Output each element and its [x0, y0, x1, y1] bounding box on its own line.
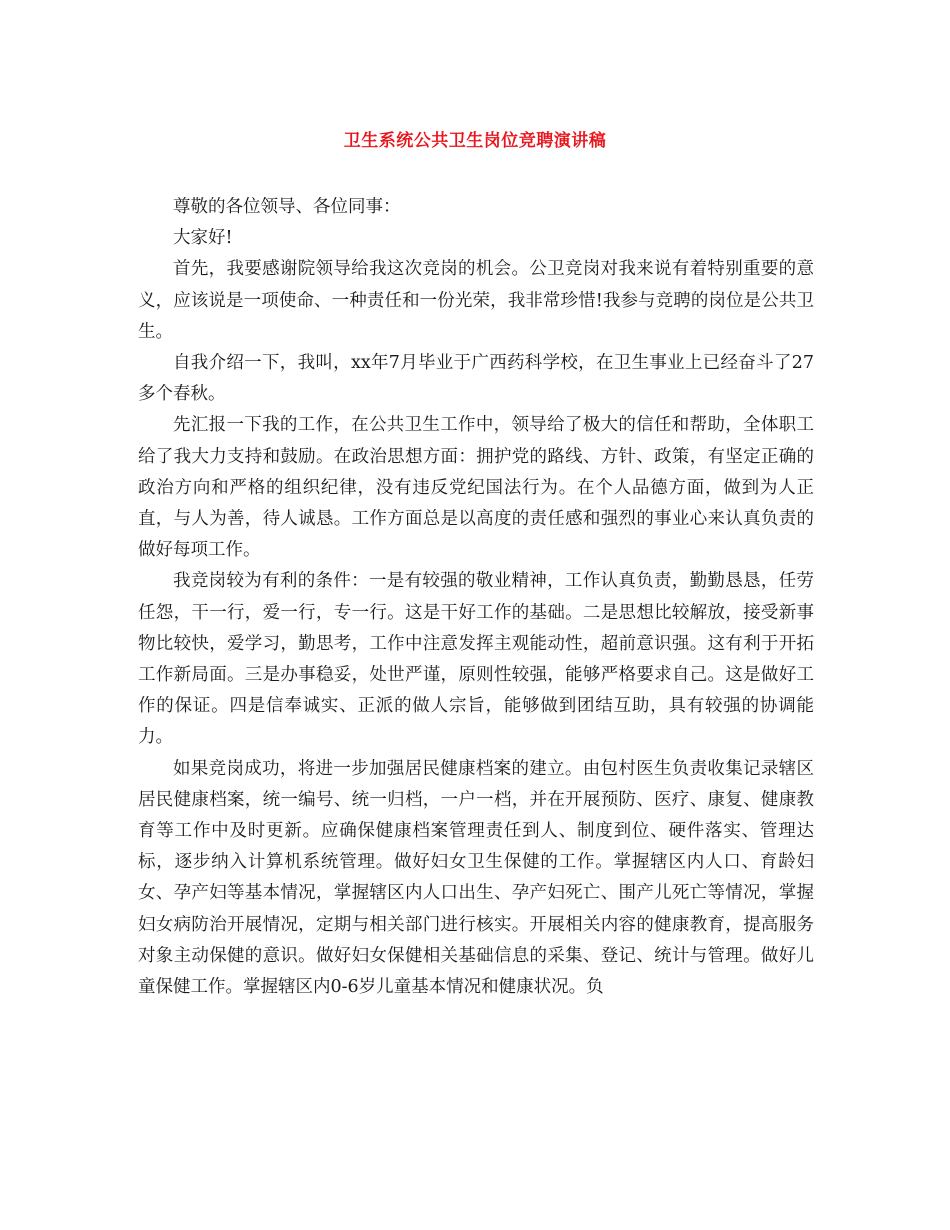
paragraph-advantages: 我竞岗较为有利的条件：一是有较强的敬业精神，工作认真负责，勤勤恳恳，任劳任怨，干一行，爱一行，专一行。这是干好工作的基础。二是思想比较解放，接受新事物比较快，爱学习，勤思考，工作中注意发挥主观能动性，超前意识强。这有利于开拓工作新局面。三是办事稳妥，处世严谨，原则性较强，能够严格要求自己。这是做好工作的保证。四是信奉诚实、正派的做人宗旨，能够做到团结互助，具有较强的协调能力。: [138, 571, 814, 748]
paragraph-work-report: 先汇报一下我的工作，在公共卫生工作中，领导给了极大的信任和帮助，全体职工给了我大力支持和鼓励。在政治思想方面：拥护党的路线、方针、政策，有坚定正确的政治方向和严格的组织纪律，没有违反党纪国法行为。在个人品德方面，做到为人正直，与人为善，待人诚恳。工作方面总是以高度的责任感和强烈的事业心来认真负责的做好每项工作。: [138, 415, 814, 561]
paragraph-thanks: 首先，我要感谢院领导给我这次竞岗的机会。公卫竞岗对我来说有着特别重要的意义，应该说是一项使命、一种责任和一份光荣，我非常珍惜!我参与竞聘的岗位是公共卫生。: [138, 259, 814, 342]
document-body: [138, 192, 814, 1003]
paragraph-greeting: 大家好!: [173, 228, 233, 249]
paragraph-salutation: 尊敬的各位领导、各位同事：: [173, 197, 401, 217]
paragraph-plans: 如果竞岗成功，将进一步加强居民健康档案的建立。由包村医生负责收集记录辖区居民健康档案，统一编号、统一归档，一户一档，并在开展预防、医疗、康复、健康教育等工作中及时更新。应确保健康档案管理责任到人、制度到位、硬件落实、管理达标，逐步纳入计算机系统管理。做好妇女卫生保健的工作。掌握辖区内人口、育龄妇女、孕产妇等基本情况，掌握辖区内人口出生、孕产妇死亡、围产儿死亡等情况，掌握妇女病防治开展情况，定期与相关部门进行核实。开展相关内容的健康教育，提高服务对象主动保健的意识。做好妇女保健相关基础信息的采集、登记、统计与管理。做好儿童保健工作。掌握辖区内0-6岁儿童基本情况和健康状况。负: [138, 758, 814, 998]
paragraph-self-introduction: 自我介绍一下，我叫，xx年7月毕业于广西药科学校，在卫生事业上已经奋斗了27多个春秋。: [138, 353, 814, 405]
document-title: 卫生系统公共卫生岗位竞聘演讲稿: [343, 131, 607, 151]
